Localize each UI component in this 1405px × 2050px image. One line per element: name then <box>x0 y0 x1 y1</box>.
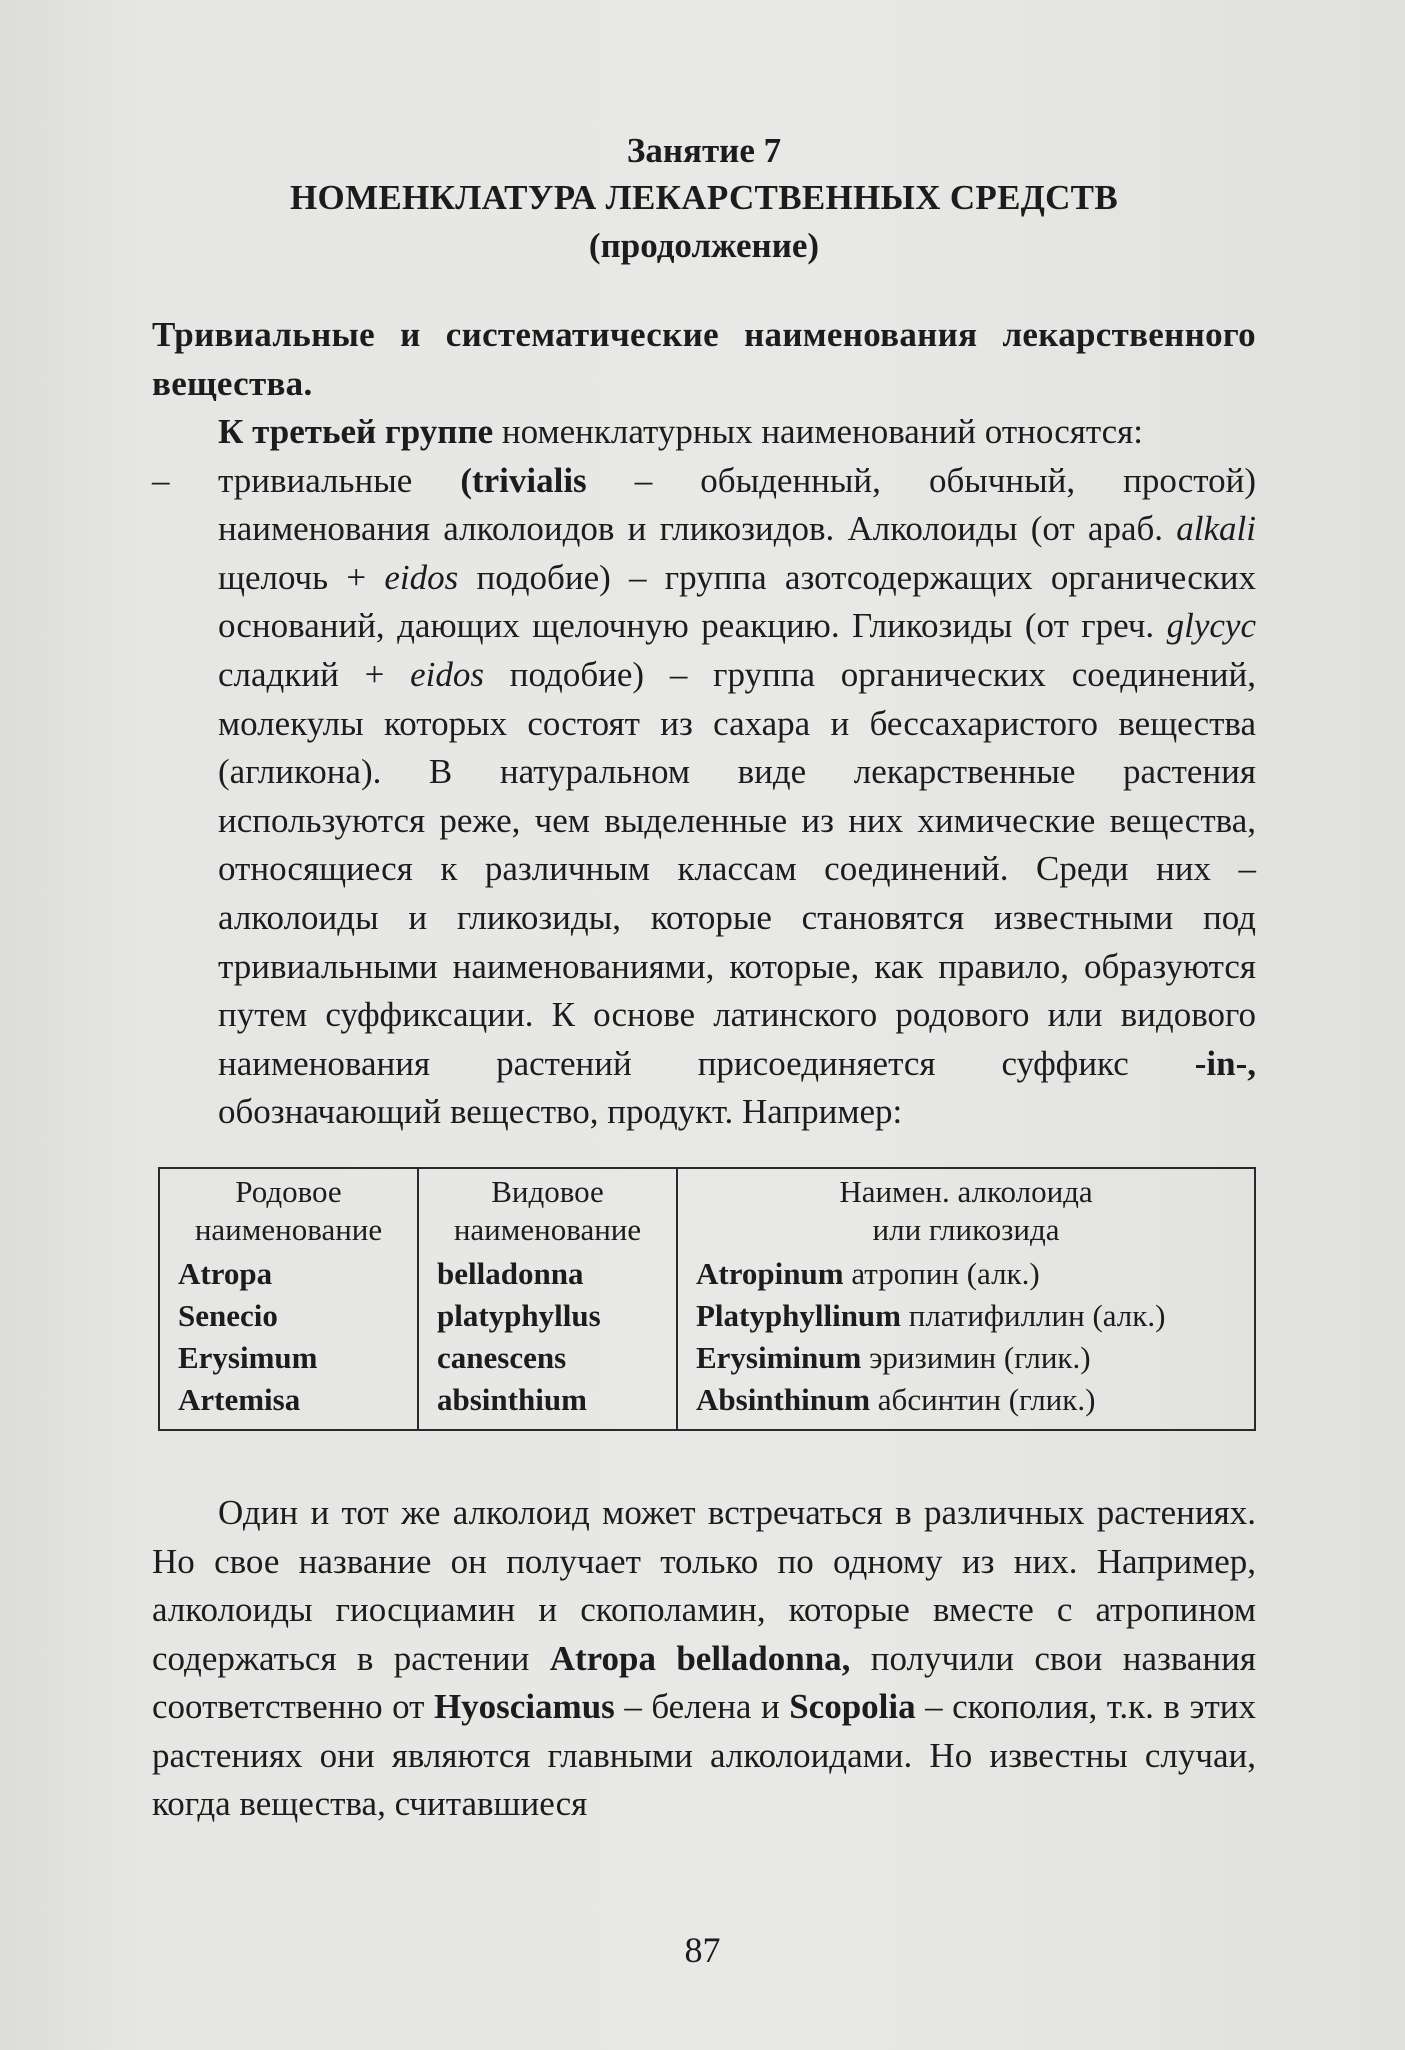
substance-desc: эризимин (глик.) <box>861 1339 1091 1375</box>
cell-substance <box>677 1295 1255 1337</box>
after-text-3: – белена и <box>614 1687 790 1727</box>
species-name: absinthium <box>437 1381 587 1417</box>
substance-latin: Atropinum <box>696 1255 844 1291</box>
header-genus-line2: наименование <box>194 1211 383 1247</box>
intro-paragraph <box>152 408 1256 457</box>
species-name: belladonna <box>437 1255 584 1291</box>
after-text-2: получили свои названия соответственно от <box>152 1638 1256 1727</box>
cell-genus <box>159 1253 418 1295</box>
genus-name: Senecio <box>178 1297 278 1333</box>
table-header-row <box>159 1168 1255 1253</box>
after-text-1: Один и тот же алколоид может встречаться в различных растениях. Но свое название он получает только по одному из них. Например, алколоиды гиосциамин и скополамин, которые вместе с атропином содержаться в растении <box>152 1492 1256 1678</box>
substance-desc: абсинтин (глик.) <box>870 1381 1096 1417</box>
lesson-topic: НОМЕНКЛАТУРА ЛЕКАРСТВЕННЫХ СРЕДСТВ <box>290 178 1118 217</box>
header-species-line1: Видовое <box>491 1173 604 1209</box>
item-bold-trivialis: (trivialis <box>460 460 587 500</box>
genus-name: Erysimum <box>178 1339 318 1375</box>
species-name: platyphyllus <box>437 1297 601 1333</box>
alkaloid-naming-paragraph <box>152 1489 1256 1829</box>
item-italic-alkali: alkali <box>1176 509 1256 549</box>
genus-name: Atropa <box>178 1255 273 1291</box>
table-row <box>159 1295 1255 1337</box>
item-bold-suffix: -in-, <box>1194 1043 1256 1083</box>
after-bold-atropa: Atropa belladonna, <box>549 1638 851 1678</box>
item-text-5: сладкий + <box>218 654 411 694</box>
genus-name: Artemisa <box>178 1381 301 1417</box>
table-row <box>159 1337 1255 1379</box>
item-italic-eidos-2: eidos <box>410 654 485 694</box>
nomenclature-table <box>158 1167 1256 1431</box>
item-text-2: – обыденный, обычный, простой) наименования алколоидов и гликозидов. Алколоиды (от араб. <box>218 460 1256 549</box>
cell-substance <box>677 1337 1255 1379</box>
cell-genus <box>159 1295 418 1337</box>
species-name: canescens <box>437 1339 567 1375</box>
substance-desc: платифиллин (алк.) <box>901 1297 1166 1333</box>
trivial-names-item <box>152 457 1256 1137</box>
cell-substance <box>677 1253 1255 1295</box>
header-substance-line1: Наимен. алколоида <box>839 1173 1093 1209</box>
item-text-4: подобие) – группа азотсодержащих органических оснований, дающих щелочную реакцию. Гликозиды (от греч. <box>218 557 1256 646</box>
item-text-1: тривиальные <box>218 460 461 500</box>
item-text-3: щелочь + <box>218 557 385 597</box>
item-italic-glycyc: glycyc <box>1166 606 1256 646</box>
cell-species <box>418 1295 677 1337</box>
header-genus <box>159 1168 418 1253</box>
cell-species <box>418 1337 677 1379</box>
substance-latin: Platyphyllinum <box>696 1297 901 1333</box>
topic-continuation: (продолжение) <box>588 226 820 265</box>
table-row <box>159 1253 1255 1295</box>
substance-latin: Absinthinum <box>696 1381 871 1417</box>
header-genus-line1: Родовое <box>235 1173 342 1209</box>
page-number: 87 <box>684 1930 721 1970</box>
header-substance-line2: или гликозида <box>872 1211 1060 1247</box>
cell-species <box>418 1379 677 1430</box>
section-subtitle: Тривиальные и систематические наименования лекарственного вещества. <box>152 315 1256 403</box>
after-bold-scopolia: Scopolia <box>789 1687 916 1727</box>
substance-latin: Erysiminum <box>696 1339 862 1375</box>
item-italic-eidos: eidos <box>384 557 459 597</box>
list-dash: – <box>152 460 170 500</box>
cell-substance <box>677 1379 1255 1430</box>
after-text-4: – скополия, т.к. в этих растениях они являются главными алколоидами. Но известны случаи, когда вещества, считавшиеся <box>152 1687 1256 1824</box>
after-bold-hyosciamus: Hyosciamus <box>433 1687 615 1727</box>
item-text-7: обозначающий вещество, продукт. Например: <box>218 1092 903 1132</box>
header-species <box>418 1168 677 1253</box>
page-content <box>152 128 1256 1829</box>
intro-text: номенклатурных наименований относятся: <box>493 412 1143 451</box>
substance-desc: атропин (алк.) <box>843 1255 1040 1291</box>
header-substance <box>677 1168 1255 1253</box>
cell-genus <box>159 1379 418 1430</box>
item-text-6: подобие) – группа органических соединений, молекулы которых состоят из сахара и бессахаристого вещества (агликона). В натуральном виде лекарственные растения используются реже, чем выделенные из них химические вещества, относящиеся к различным классам соединений. Среди них – алколоиды и гликозиды, которые становятся известными под тривиальными наименованиями, которые, как правило, образуются путем суффиксации. К основе латинского родового или видового наименования растений присоединяется суффикс <box>218 654 1257 1083</box>
table-row <box>159 1379 1255 1430</box>
cell-genus <box>159 1337 418 1379</box>
cell-species <box>418 1253 677 1295</box>
header-species-line2: наименование <box>453 1211 642 1247</box>
intro-bold: К третьей группе <box>218 412 494 451</box>
lesson-number: Занятие 7 <box>626 131 782 170</box>
